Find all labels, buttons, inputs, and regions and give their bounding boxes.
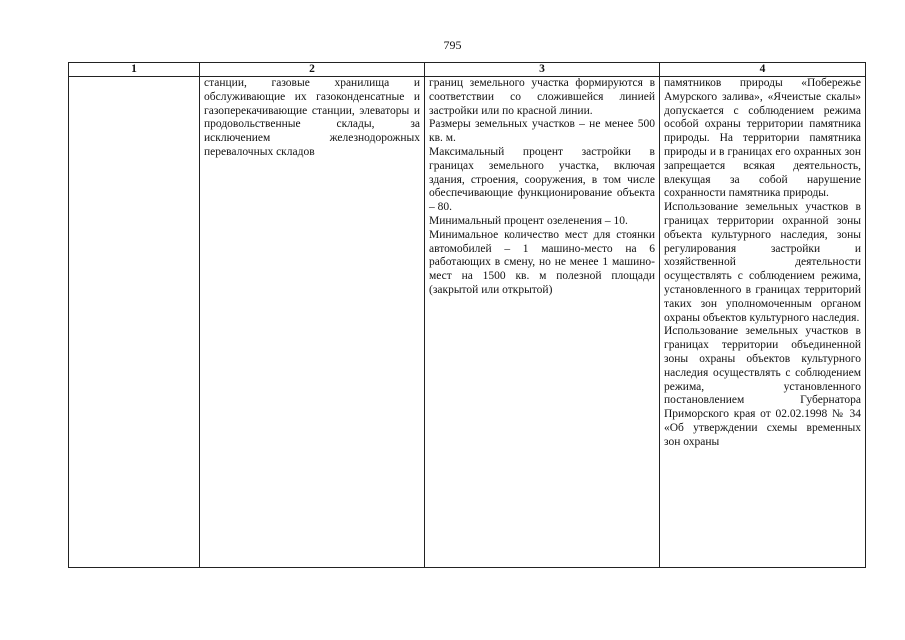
column-header-3: 3 [425, 63, 660, 77]
page-number: 795 [443, 38, 462, 52]
cell-paragraph: Минимальный процент озеленения – 10. [429, 214, 628, 227]
cell-paragraph: Использование земельных участков в границах территории объединенной зоны охраны объектов культурного наследия осуществлять с соблюдением режима, установленного постановлением Губернатора Приморского края от 02.02.1998 № 34 «Об утверждении схемы временных зон охраны [664, 325, 861, 448]
cell-paragraph: границ земельного участка формируются в соответствии со сложившейся линией застройки или по красной линии. [429, 77, 655, 117]
regulations-table [68, 62, 866, 568]
cell-paragraph: Использование земельных участков в границах территории охранной зоны объекта культурного наследия, зоны регулирования застройки и хозяйственной деятельности осуществлять с соблюдением режима, установленного в границах территорий таких зон уполномоченным органом охраны объектов культурного наследия. [664, 201, 861, 324]
cell-column-1 [69, 77, 200, 568]
column-header-1: 1 [69, 63, 200, 77]
column-header-4: 4 [660, 63, 866, 77]
table-row [69, 77, 866, 568]
column-header-2: 2 [200, 63, 425, 77]
table-header-row [69, 63, 866, 77]
cell-paragraph: Максимальный процент застройки в границах земельного участка, включая здания, строения, сооружения, в том числе обеспечивающие функционирование объекта – 80. [429, 145, 655, 214]
cell-paragraph: памятников природы «Побережье Амурского залива», «Ячеистые скалы» допускается с соблюдением режима особой охраны территории памятника природы. На территории памятника природы и в границах его охранных зон запрещается всякая деятельность, влекущая за собой нарушение сохранности памятника природы. [664, 77, 861, 200]
cell-column-4 [660, 77, 866, 568]
cell-paragraph: Минимальное количество мест для стоянки автомобилей – 1 машино-место на 6 работающих в смену, но не менее 1 машино-мест на 1500 кв. м полезной площади (закрытой или открытой) [429, 228, 655, 296]
cell-column-2 [200, 77, 425, 568]
cell-paragraph: Размеры земельных участков – не менее 500 кв. м. [429, 118, 655, 145]
cell-paragraph: станции, газовые хранилища и обслуживающие их газоконденсатные и газоперекачивающие станции, элеваторы и продовольственные склады, за исключением железнодорожных перевалочных складов [204, 77, 420, 158]
cell-column-3 [425, 77, 660, 568]
